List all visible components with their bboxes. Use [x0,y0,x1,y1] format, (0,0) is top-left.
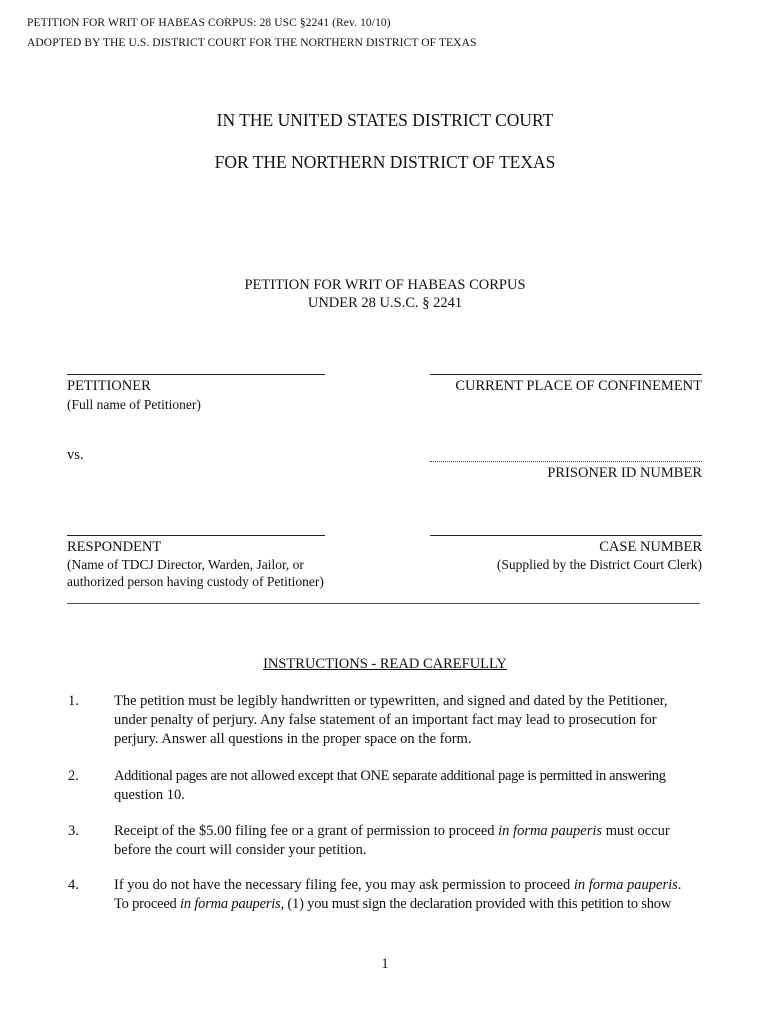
instruction-line [114,822,702,841]
instruction-italic-run: in forma pauperis [573,877,678,893]
instruction-number: 3. [68,823,79,839]
instruction-text [114,822,702,860]
instruction-italic-run: in forma pauperis [180,896,281,912]
respondent-label: RESPONDENT [67,539,162,555]
petition-subtitle: UNDER 28 U.S.C. § 2241 [307,295,463,311]
prisoner-id-label: PRISONER ID NUMBER [547,465,702,481]
versus-text: vs. [67,447,84,463]
instruction-text-run: Receipt of the $5.00 filing fee or a grant of permission to proceed [114,823,499,839]
instruction-line: before the court will consider your petition. [114,842,367,858]
petition-title: PETITION FOR WRIT OF HABEAS CORPUS [244,277,526,293]
respondent-sublabel-1: (Name of TDCJ Director, Warden, Jailor, or [67,557,304,572]
respondent-sublabel-2: authorized person having custody of Petitioner) [67,574,324,589]
instruction-italic-run: in forma pauperis [498,823,603,839]
instruction-line: perjury. Answer all questions in the proper space on the form. [114,731,472,747]
instruction-number: 1. [68,693,79,709]
instruction-text-run: . [677,877,682,893]
instruction-text-run: , (1) you must sign the declaration provided with this petition to show [280,896,672,912]
confinement-line[interactable] [430,374,702,375]
instruction-text [114,692,702,749]
form-header-line-1: PETITION FOR WRIT OF HABEAS CORPUS: 28 USC §2241 (Rev. 10/10) [27,17,391,29]
instruction-line: Additional pages are not allowed except that ONE separate additional page is permitted in answering [114,768,666,784]
instruction-text [114,876,702,914]
page-number: 1 [381,956,389,972]
case-number-sublabel: (Supplied by the District Court Clerk) [496,557,702,572]
instruction-text-run: If you do not have the necessary filing fee, you may ask permission to proceed [114,877,574,893]
instruction-text-run: must occur [602,823,670,839]
court-name: IN THE UNITED STATES DISTRICT COURT [216,110,554,130]
instruction-line: question 10. [114,787,185,803]
instruction-line: The petition must be legibly handwritten or typewritten, and signed and dated by the Petitioner, [114,693,668,709]
instruction-line: under penalty of perjury. Any false statement of an important fact may lead to prosecution for [114,712,657,728]
confinement-label: CURRENT PLACE OF CONFINEMENT [455,378,702,394]
instruction-number: 4. [68,877,79,893]
instruction-text-run: To proceed [114,896,181,912]
petitioner-label: PETITIONER [67,378,151,394]
petitioner-sublabel: (Full name of Petitioner) [67,397,201,412]
instruction-line [114,876,702,895]
section-divider [67,603,700,604]
instruction-line [114,895,702,914]
instruction-text [114,767,702,805]
prisoner-id-line[interactable] [430,461,702,462]
respondent-name-line[interactable] [67,535,325,536]
instruction-number: 2. [68,768,79,784]
petitioner-name-line[interactable] [67,374,325,375]
form-header-line-2: ADOPTED BY THE U.S. DISTRICT COURT FOR THE NORTHERN DISTRICT OF TEXAS [27,37,477,49]
court-district: FOR THE NORTHERN DISTRICT OF TEXAS [214,152,556,172]
case-number-line[interactable] [430,535,702,536]
instructions-heading: INSTRUCTIONS - READ CAREFULLY [263,656,507,672]
case-number-label: CASE NUMBER [599,539,702,555]
